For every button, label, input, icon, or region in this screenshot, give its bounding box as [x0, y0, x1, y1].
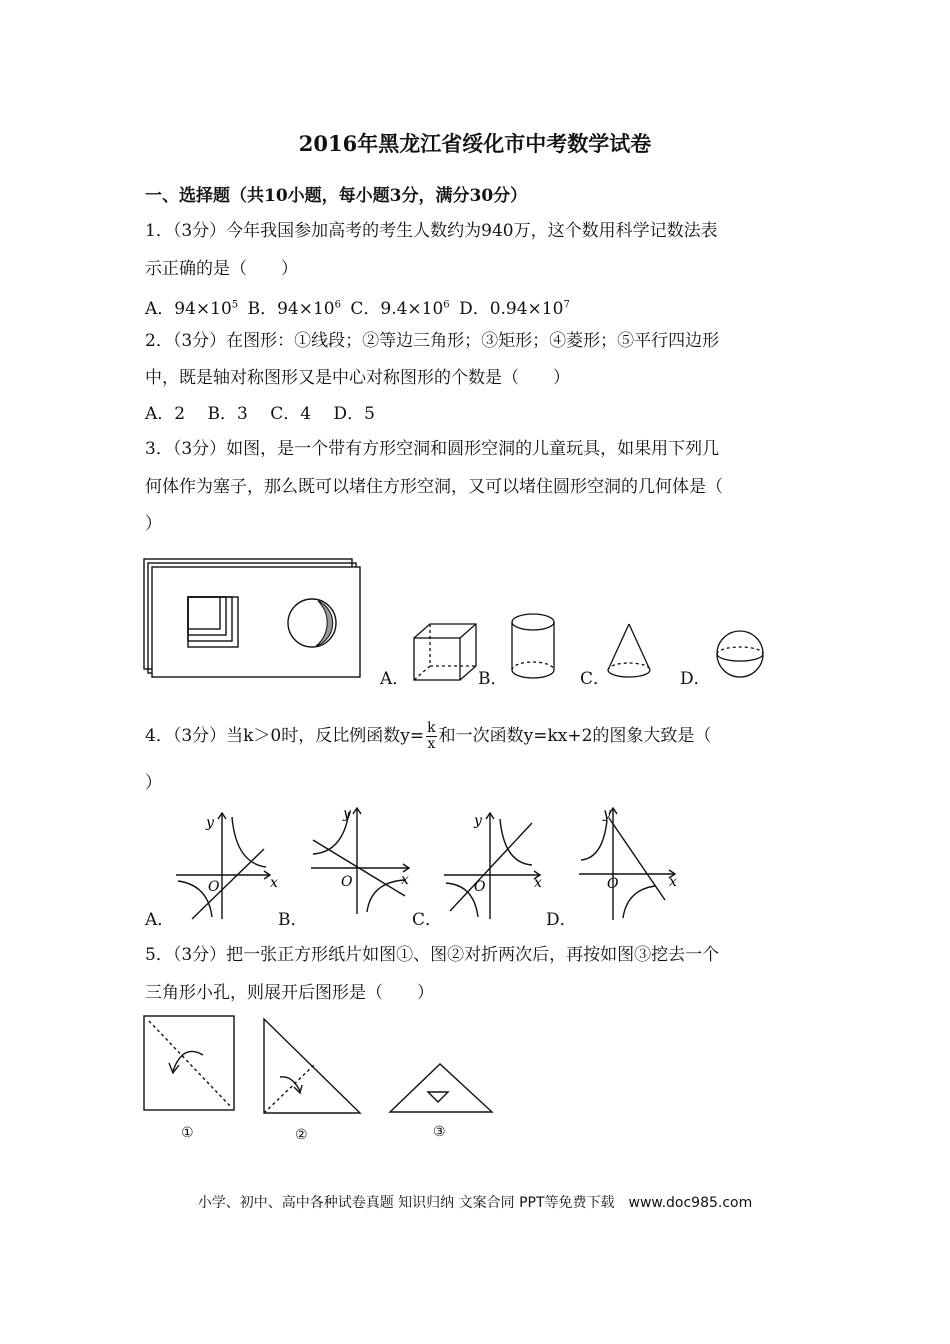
- q3-option-c-label: C．: [580, 669, 611, 689]
- q5-caption-2: ②: [295, 1127, 308, 1143]
- sphere-icon: [710, 628, 770, 680]
- q4-line2: ）: [145, 773, 162, 793]
- page-title: 2016年黑龙江省绥化市中考数学试卷: [298, 131, 652, 156]
- q4-d-y-label: y: [603, 806, 611, 822]
- q3-line2: 何体作为塞子，那么既可以堵住方形空洞，又可以堵住圆形空洞的几何体是（: [145, 477, 723, 497]
- q4-option-d-label: D．: [546, 910, 577, 930]
- q1-option-d: D．$0.94\times 10^7$: [459, 298, 570, 319]
- q4-option-a-label: A．: [145, 910, 175, 930]
- q4-option-c-label: C．: [412, 910, 443, 930]
- q4-b-origin: O: [341, 874, 353, 890]
- q4-graph-b: [305, 800, 425, 918]
- section-heading: 一、选择题（共10小题，每小题3分，满分30分）: [145, 186, 528, 206]
- q1-line1: 1．（3分）今年我国参加高考的考生人数约为940万，这个数用科学记数法表: [145, 221, 718, 241]
- q1-line2: 示正确的是（ ）: [145, 259, 298, 279]
- q4-graph-d: [575, 800, 695, 924]
- q1-option-a: A．$94\times 10^5$: [145, 298, 239, 319]
- q4-b-y-label: y: [343, 806, 351, 822]
- cylinder-icon: [508, 610, 558, 682]
- q4-c-y-label: y: [474, 813, 482, 829]
- q3-toy-figure: [140, 555, 370, 685]
- q4-c-origin: O: [474, 879, 486, 895]
- q4-option-b-label: B．: [278, 910, 308, 930]
- q5-caption-3: ③: [433, 1124, 446, 1140]
- q3-option-d-label: D．: [680, 669, 711, 689]
- q4-fraction: $\frac{k}{x}$: [427, 720, 436, 752]
- cone-icon: [604, 620, 654, 682]
- q4-d-x-label: x: [669, 874, 677, 890]
- q4-graph-a: [170, 805, 290, 923]
- q2-line2: 中，既是轴对称图形又是中心对称图形的个数是（ ）: [145, 368, 570, 388]
- q1-option-c: C．$9.4\times 10^6$: [350, 298, 450, 319]
- q4-d-origin: O: [607, 876, 619, 892]
- q4-line1: 4．（3分）当k＞0时，反比例函数y= $\frac{k}{x}$ 和一次函数y=kx+2的图象大致是（: [145, 720, 712, 752]
- q4-graph-c: [440, 805, 560, 923]
- q3-line3: ）: [145, 514, 162, 534]
- cube-icon: [410, 620, 480, 682]
- q5-line1: 5．（3分）把一张正方形纸片如图①、图②对折两次后，再按如图③挖去一个: [145, 945, 720, 965]
- q3-option-b-label: B．: [478, 669, 508, 689]
- q1-options: [145, 294, 570, 320]
- q5-fold-figure-1: [143, 1015, 237, 1113]
- q3-option-a-label: A．: [380, 669, 410, 689]
- q5-caption-1: ①: [181, 1125, 194, 1141]
- q2-options: A．2 B．3 C．4 D．5: [145, 404, 375, 424]
- q5-fold-figure-2: [262, 1015, 362, 1115]
- q5-fold-figure-3: [388, 1060, 494, 1116]
- q4-a-y-label: y: [206, 815, 214, 831]
- q4-c-x-label: x: [534, 875, 542, 891]
- q3-line1: 3．（3分）如图，是一个带有方形空洞和圆形空洞的儿童玩具，如果用下列几: [145, 439, 720, 459]
- q4-b-x-label: x: [401, 872, 409, 888]
- q4-a-x-label: x: [270, 875, 278, 891]
- q2-line1: 2．（3分）在图形：①线段；②等边三角形；③矩形；④菱形；⑤平行四边形: [145, 331, 720, 351]
- q1-option-b: B．$94\times 10^6$: [247, 298, 341, 319]
- q5-line2: 三角形小孔，则展开后图形是（ ）: [145, 983, 434, 1003]
- footer-text: 小学、初中、高中各种试卷真题 知识归纳 文案合同 PPT等免费下载 www.doc985.com: [197, 1195, 753, 1211]
- q4-a-origin: O: [208, 879, 220, 895]
